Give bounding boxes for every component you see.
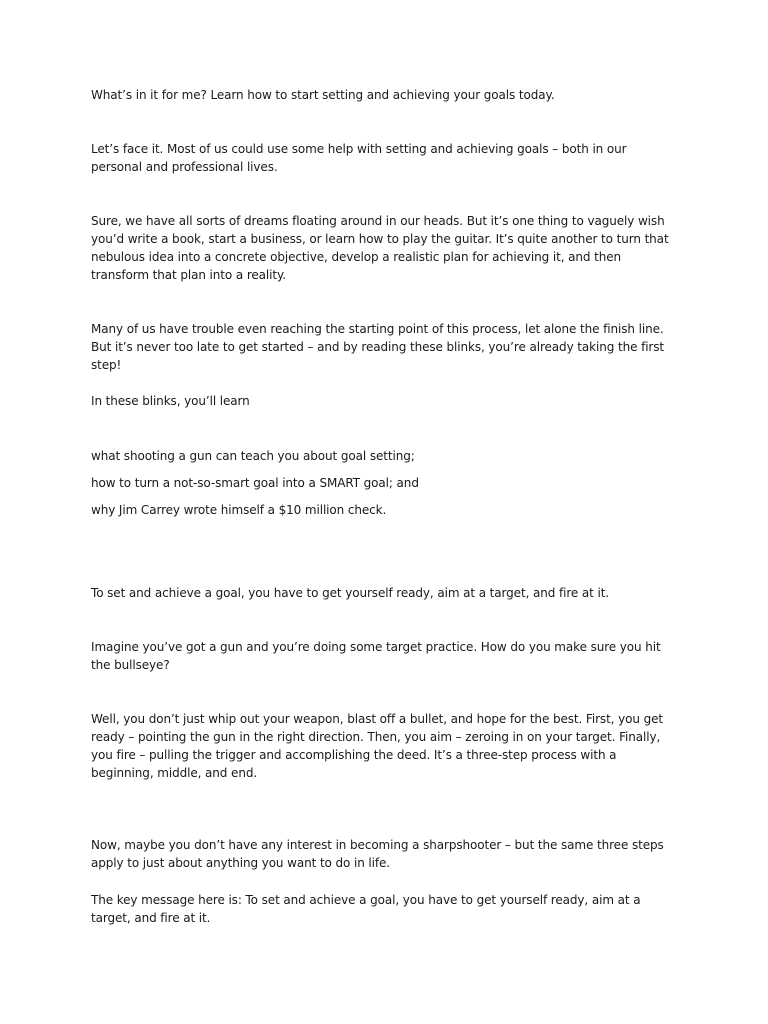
list-intro-paragraph: In these blinks, you’ll learn — [91, 394, 250, 408]
list-item: how to turn a not-so-smart goal into a SMART goal; and — [91, 476, 419, 490]
body-paragraph: Many of us have trouble even reaching the starting point of this process, let alone the finish line. But it’s never too late to get started – and by reading these blinks, you’re already taking the first step! — [91, 322, 665, 372]
key-message-paragraph: The key message here is: To set and achieve a goal, you have to get yourself ready, aim at a target, and fire at it. — [91, 893, 641, 925]
body-paragraph: Well, you don’t just whip out your weapon, blast off a bullet, and hope for the best. First, you get ready – pointing the gun in the right direction. Then, you aim – zeroing in on your target. Finally, you fire – pulling the trigger and accomplishing the deed. It’s a three-step process with a beginning, middle, and end. — [91, 712, 663, 780]
list-item: what shooting a gun can teach you about goal setting; — [91, 449, 415, 463]
list-item: why Jim Carrey wrote himself a $10 million check. — [91, 503, 387, 517]
intro-heading-paragraph: What’s in it for me? Learn how to start setting and achieving your goals today. — [91, 88, 555, 102]
body-paragraph: Imagine you’ve got a gun and you’re doing some target practice. How do you make sure you hit the bullseye? — [91, 640, 661, 672]
key-message-paragraph: To set and achieve a goal, you have to get yourself ready, aim at a target, and fire at it. — [91, 586, 610, 600]
body-paragraph: Let’s face it. Most of us could use some help with setting and achieving goals – both in our personal and professional lives. — [91, 142, 627, 174]
body-paragraph: Now, maybe you don’t have any interest in becoming a sharpshooter – but the same three steps apply to just about anything you want to do in life. — [91, 838, 664, 870]
body-paragraph: Sure, we have all sorts of dreams floating around in our heads. But it’s one thing to vaguely wish you’d write a book, start a business, or learn how to play the guitar. It’s quite another to turn that nebulous idea into a concrete objective, develop a realistic plan for achieving it, and then transform that plan into a reality. — [91, 214, 669, 282]
